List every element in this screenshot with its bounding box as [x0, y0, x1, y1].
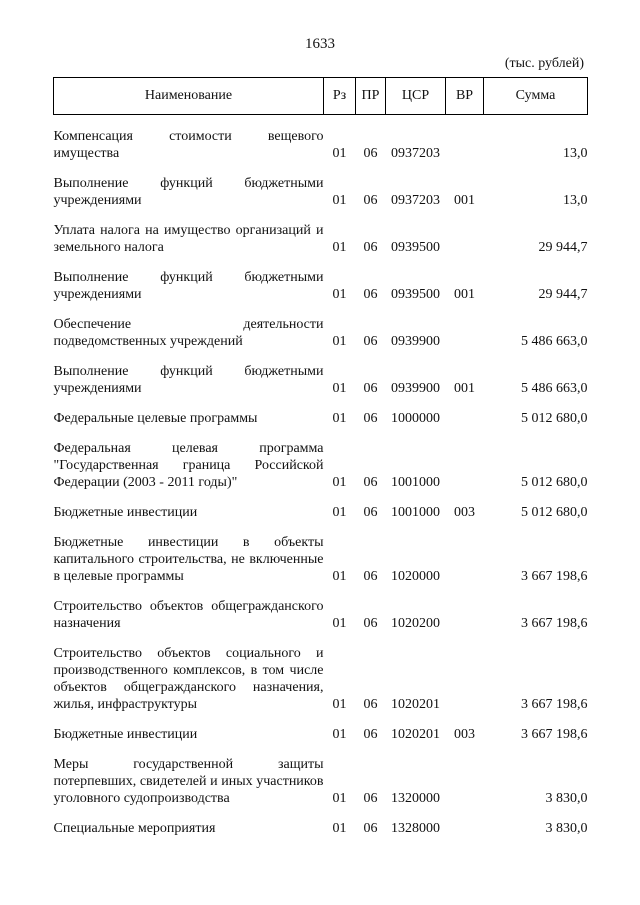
spacer-cell — [54, 427, 588, 440]
cell-rz: 01 — [332, 727, 347, 742]
header-vr: ВР — [446, 78, 484, 115]
cell-sum: 5 012 680,0 — [521, 411, 588, 426]
spacer-cell — [54, 397, 588, 410]
cell-vr: 001 — [454, 381, 475, 396]
cell-pr: 06 — [363, 193, 378, 208]
cell-pr: 06 — [363, 475, 378, 490]
cell-vr — [446, 820, 484, 837]
cell-vr — [446, 534, 484, 585]
table-row — [54, 726, 588, 743]
spacer-cell — [54, 521, 588, 534]
table-row — [54, 534, 588, 585]
cell-sum: 5 012 680,0 — [521, 475, 588, 490]
table-row — [54, 440, 588, 491]
cell-name: Специальные мероприятия — [53, 821, 216, 836]
header-rz: Рз — [324, 78, 356, 115]
cell-name: Бюджетные инвестиции — [53, 505, 198, 520]
cell-vr — [446, 128, 484, 162]
cell-vr — [446, 410, 484, 427]
cell-csr: 0937203 — [391, 193, 440, 208]
cell-name: Выполнение функций бюджетными учреждениями — [53, 364, 324, 396]
table-row — [54, 175, 588, 209]
cell-name: Компенсация стоимости вещевого имущества — [53, 129, 324, 161]
cell-pr: 06 — [363, 727, 378, 742]
spacer-cell — [54, 209, 588, 222]
cell-vr: 003 — [454, 505, 475, 520]
cell-pr: 06 — [363, 697, 378, 712]
cell-rz: 01 — [332, 334, 347, 349]
cell-pr: 06 — [363, 146, 378, 161]
cell-csr: 0937203 — [391, 146, 440, 161]
row-spacer — [54, 713, 588, 726]
cell-pr: 06 — [363, 616, 378, 631]
spacer-cell — [54, 491, 588, 504]
row-spacer — [54, 807, 588, 820]
row-spacer — [54, 585, 588, 598]
cell-csr: 1020201 — [391, 727, 440, 742]
cell-name: Обеспечение деятельности подведомственных учреждений — [53, 317, 324, 349]
cell-rz: 01 — [332, 287, 347, 302]
cell-sum: 5 486 663,0 — [521, 381, 588, 396]
table-row — [54, 269, 588, 303]
row-spacer — [54, 632, 588, 645]
cell-csr: 1001000 — [391, 475, 440, 490]
header-csr: ЦСР — [386, 78, 446, 115]
cell-csr: 1020201 — [391, 697, 440, 712]
cell-name: Бюджетные инвестиции — [53, 727, 198, 742]
cell-rz: 01 — [332, 505, 347, 520]
spacer-cell — [54, 632, 588, 645]
spacer-cell — [54, 162, 588, 175]
table-row — [54, 598, 588, 632]
table-row — [54, 756, 588, 807]
spacer-cell — [54, 807, 588, 820]
cell-csr: 1020200 — [391, 616, 440, 631]
row-spacer — [54, 303, 588, 316]
cell-rz: 01 — [332, 381, 347, 396]
cell-rz: 01 — [332, 240, 347, 255]
row-spacer — [54, 115, 588, 129]
spacer-cell — [54, 303, 588, 316]
cell-vr — [446, 316, 484, 350]
spacer-cell — [54, 743, 588, 756]
cell-pr: 06 — [363, 381, 378, 396]
spacer-cell — [54, 256, 588, 269]
cell-name: Уплата налога на имущество организаций и земельного налога — [53, 223, 324, 255]
cell-vr: 001 — [454, 193, 475, 208]
header-pr: ПР — [356, 78, 386, 115]
cell-pr: 06 — [363, 505, 378, 520]
table-row — [54, 645, 588, 713]
row-spacer — [54, 521, 588, 534]
cell-sum: 29 944,7 — [538, 287, 588, 302]
table-header-row — [54, 78, 588, 115]
row-spacer — [54, 162, 588, 175]
cell-rz: 01 — [332, 791, 347, 806]
cell-sum: 3 830,0 — [545, 791, 588, 806]
header-sum: Сумма — [484, 78, 588, 115]
spacer-cell — [54, 350, 588, 363]
table-row — [54, 222, 588, 256]
cell-csr: 0939500 — [391, 287, 440, 302]
cell-vr — [446, 440, 484, 491]
budget-table — [53, 77, 588, 837]
spacer-cell — [54, 713, 588, 726]
row-spacer — [54, 743, 588, 756]
cell-rz: 01 — [332, 193, 347, 208]
cell-sum: 3 830,0 — [545, 821, 588, 836]
table-row — [54, 410, 588, 427]
cell-sum: 3 667 198,6 — [521, 616, 588, 631]
table-row — [54, 128, 588, 162]
cell-sum: 5 012 680,0 — [521, 505, 588, 520]
cell-pr: 06 — [363, 334, 378, 349]
cell-rz: 01 — [332, 146, 347, 161]
cell-vr: 003 — [454, 727, 475, 742]
cell-csr: 1001000 — [391, 505, 440, 520]
table-row — [54, 820, 588, 837]
cell-pr: 06 — [363, 791, 378, 806]
table-row — [54, 316, 588, 350]
cell-csr: 1000000 — [391, 411, 440, 426]
cell-pr: 06 — [363, 240, 378, 255]
cell-rz: 01 — [332, 569, 347, 584]
cell-rz: 01 — [332, 475, 347, 490]
table-body — [54, 115, 588, 838]
cell-csr: 0939900 — [391, 381, 440, 396]
table-row — [54, 504, 588, 521]
cell-sum: 3 667 198,6 — [521, 569, 588, 584]
spacer-cell — [54, 585, 588, 598]
table-row — [54, 363, 588, 397]
row-spacer — [54, 256, 588, 269]
cell-name: Федеральная целевая программа "Государственная граница Российской Федерации (2003 - 2011 годы)" — [53, 441, 324, 490]
cell-csr: 0939900 — [391, 334, 440, 349]
cell-sum: 13,0 — [563, 146, 588, 161]
row-spacer — [54, 350, 588, 363]
row-spacer — [54, 397, 588, 410]
cell-rz: 01 — [332, 411, 347, 426]
cell-sum: 13,0 — [563, 193, 588, 208]
spacer-cell — [54, 115, 588, 129]
cell-csr: 1328000 — [391, 821, 440, 836]
cell-vr — [446, 645, 484, 713]
cell-rz: 01 — [332, 697, 347, 712]
cell-vr: 001 — [454, 287, 475, 302]
row-spacer — [54, 427, 588, 440]
cell-pr: 06 — [363, 411, 378, 426]
units-label: (тыс. рублей) — [504, 56, 584, 71]
row-spacer — [54, 491, 588, 504]
cell-name: Выполнение функций бюджетными учреждениями — [53, 176, 324, 208]
cell-name: Выполнение функций бюджетными учреждениями — [53, 270, 324, 302]
cell-vr — [446, 222, 484, 256]
cell-csr: 1320000 — [391, 791, 440, 806]
cell-sum: 3 667 198,6 — [521, 727, 588, 742]
cell-sum: 5 486 663,0 — [521, 334, 588, 349]
cell-csr: 0939500 — [391, 240, 440, 255]
cell-name: Строительство объектов общегражданского назначения — [53, 599, 324, 631]
cell-name: Меры государственной защиты потерпевших, свидетелей и иных участников уголовного судопроизводства — [53, 757, 324, 806]
cell-csr: 1020000 — [391, 569, 440, 584]
row-spacer — [54, 209, 588, 222]
cell-vr — [446, 598, 484, 632]
header-name: Наименование — [54, 78, 324, 115]
cell-pr: 06 — [363, 821, 378, 836]
cell-sum: 29 944,7 — [538, 240, 588, 255]
cell-pr: 06 — [363, 287, 378, 302]
page-number: 1633 — [305, 36, 335, 52]
cell-vr — [446, 756, 484, 807]
cell-sum: 3 667 198,6 — [521, 697, 588, 712]
cell-rz: 01 — [332, 821, 347, 836]
cell-rz: 01 — [332, 616, 347, 631]
cell-pr: 06 — [363, 569, 378, 584]
cell-name: Федеральные целевые программы — [53, 411, 258, 426]
cell-name: Бюджетные инвестиции в объекты капитального строительства, не включенные в целевые программы — [53, 535, 324, 584]
cell-name: Строительство объектов социального и производственного комплексов, в том числе объектов общегражданского назначения, жилья, инфраструктуры — [53, 646, 324, 712]
